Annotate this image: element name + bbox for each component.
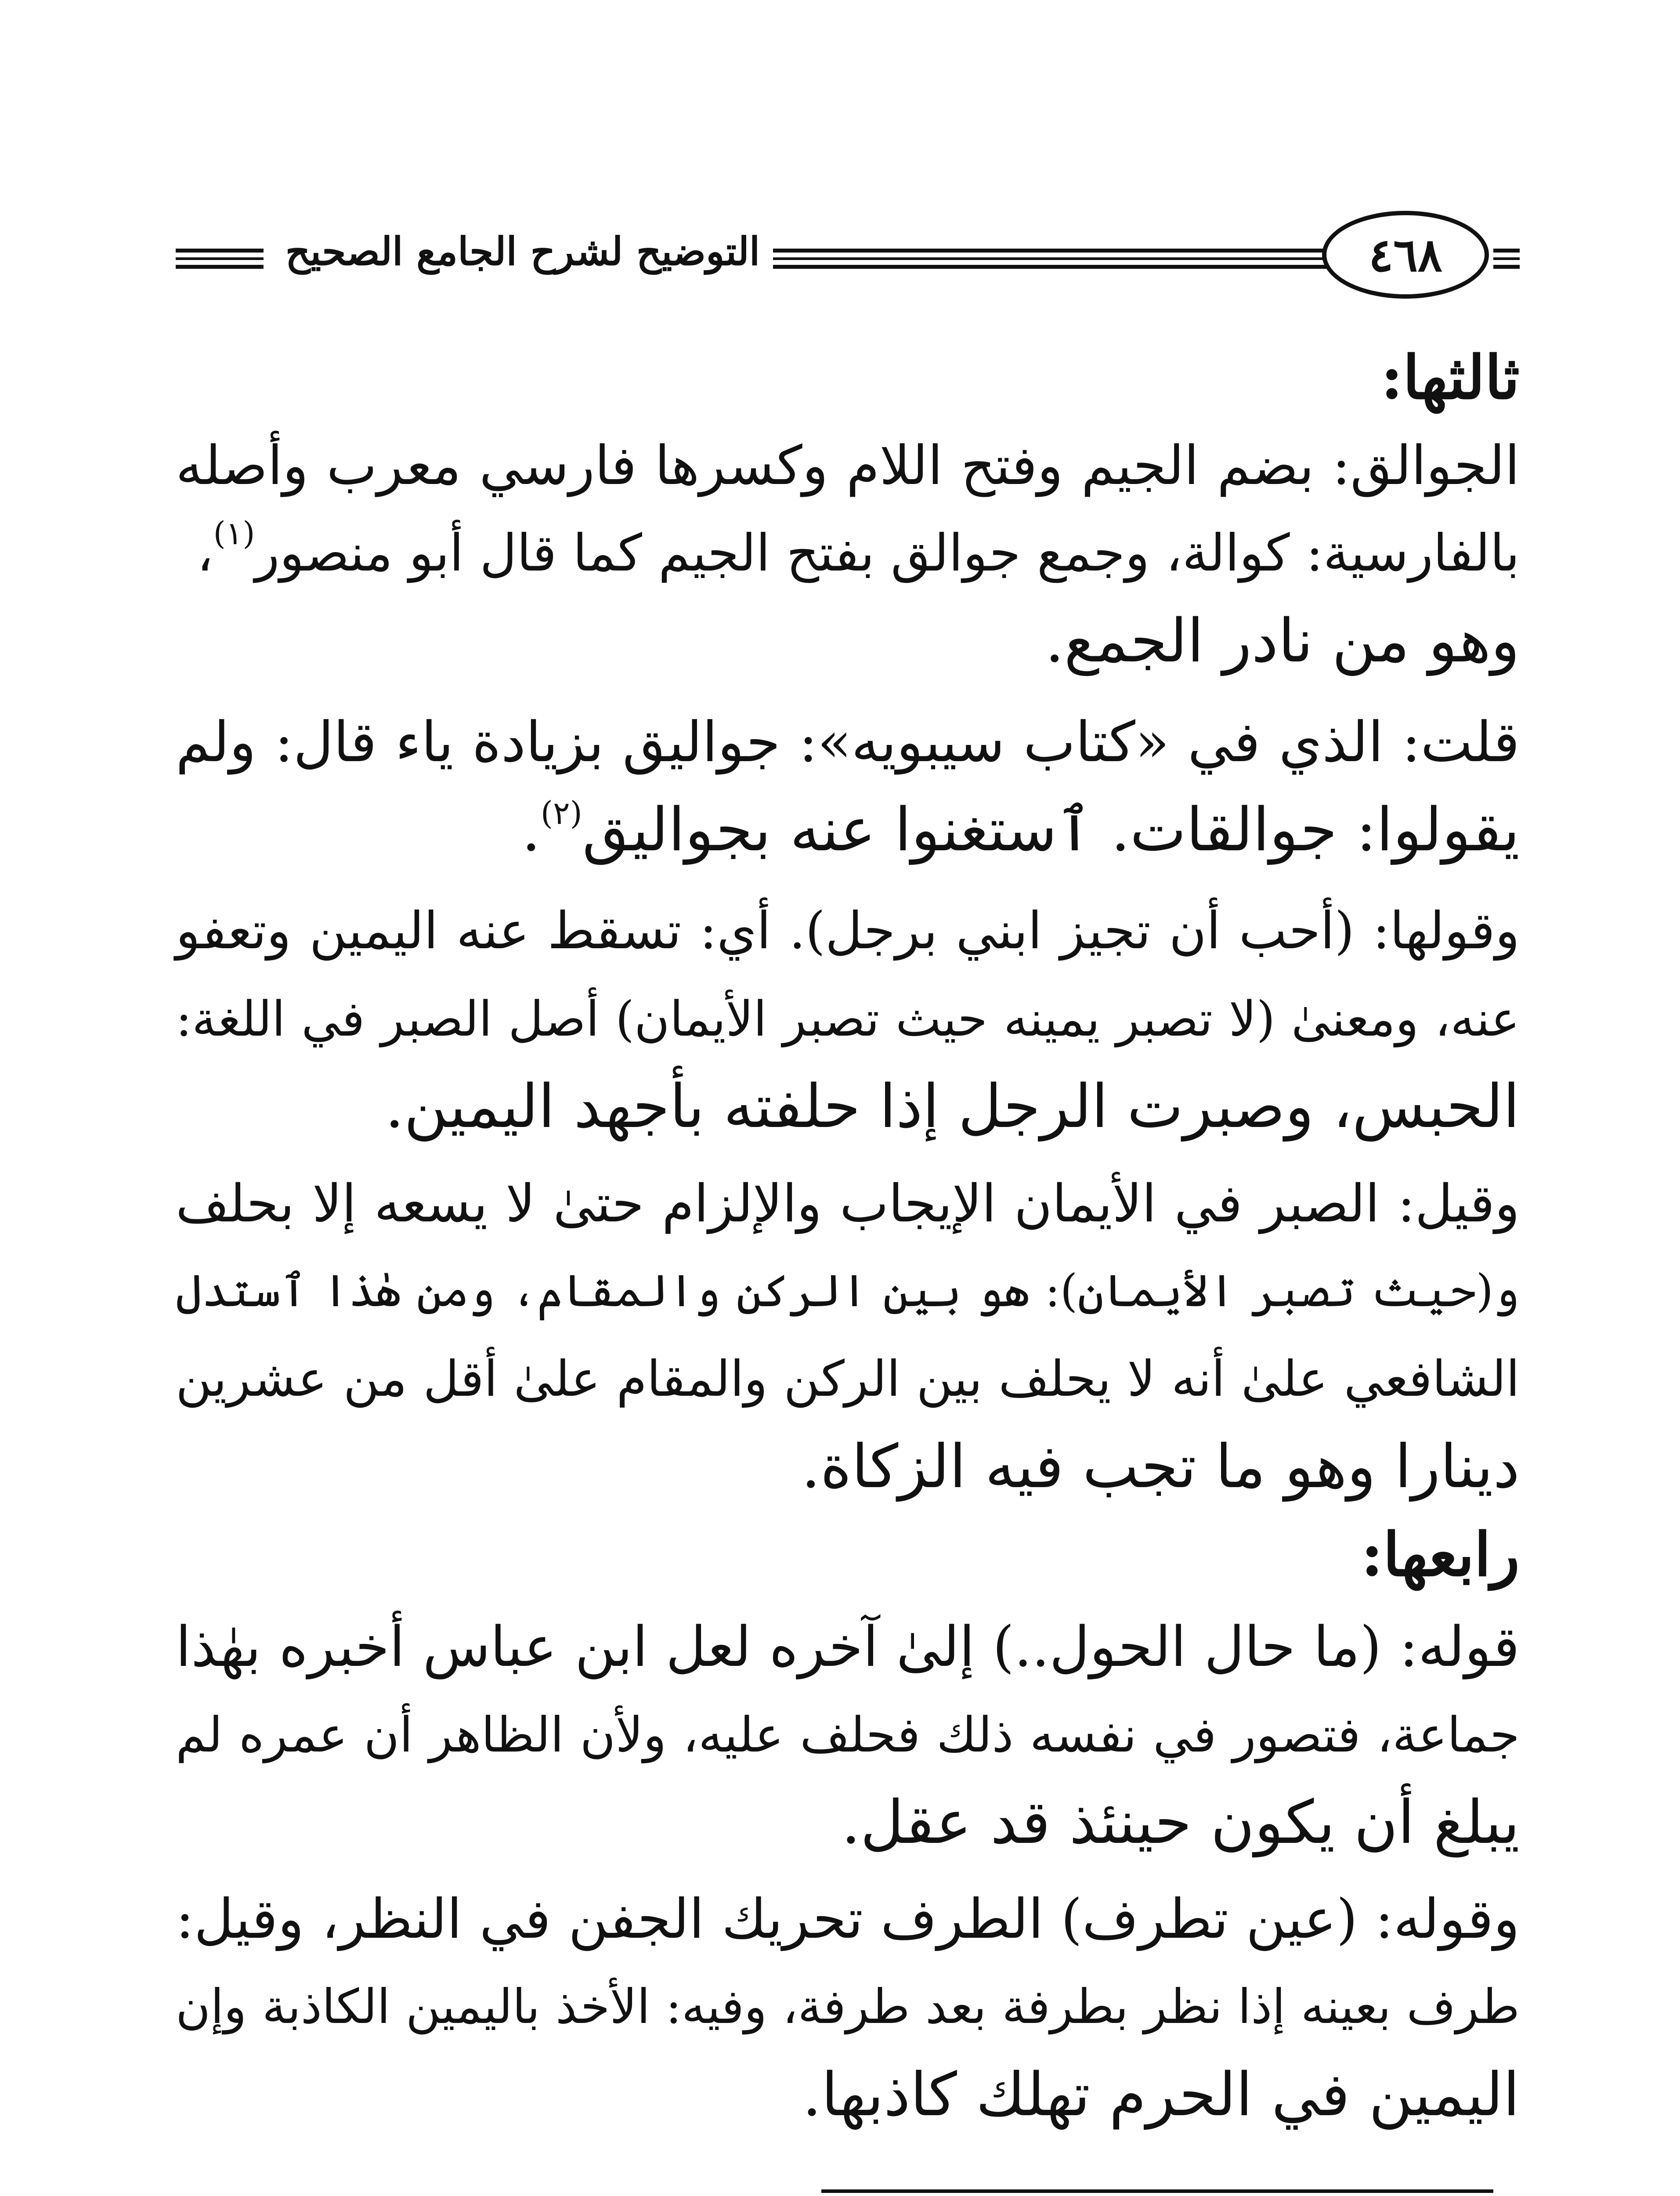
- section-heading-third: ثالثها:: [1380, 343, 1520, 413]
- line-text: ،: [197, 524, 213, 583]
- paragraph-line: اليمين في الحرم تهلك كاذبها.: [802, 2060, 1520, 2130]
- line-text: .: [521, 795, 541, 865]
- paragraph-line: و(حيث تصبر الأيمان): هو بين الركن والمقام، ومن هٰذا ٱستدل: [176, 1265, 1520, 1317]
- paragraph-line: الحبس، وصبرت الرجل إذا حلفته بأجهد اليمين.: [385, 1072, 1520, 1141]
- paragraph-line: قلت: الذي في «كتاب سيبويه»: جواليق بزيادة ياء قال: ولم: [176, 710, 1520, 774]
- paragraph-line: [176, 786, 1520, 874]
- paragraph-line: جماعة، فتصور في نفسه ذلك فحلف عليه، ولأن الظاهر أن عمره لم: [176, 1707, 1520, 1763]
- page-number-badge: [1322, 211, 1489, 299]
- paragraph-line: يبلغ أن يكون حينئذ قد عقل.: [841, 1788, 1520, 1857]
- footnote-separator: [821, 2189, 1493, 2193]
- running-title: التوضيح لشرح الجامع الصحيح: [285, 228, 760, 274]
- paragraph-line: الجوالق: بضم الجيم وفتح اللام وكسرها فارسي معرب وأصله: [176, 434, 1520, 497]
- footnote-ref: (٢): [540, 795, 582, 831]
- section-heading-fourth: رابعها:: [1361, 1520, 1520, 1590]
- paragraph-line: عنه، ومعنىٰ (لا تصبر يمينه حيث تصبر الأيمان) أصل الصبر في اللغة:: [176, 991, 1520, 1047]
- paragraph-line: دينارا وهو ما تجب فيه الزكاة.: [801, 1432, 1520, 1502]
- paragraph-line: قوله: (ما حال الحول..) إلىٰ آخره لعل ابن عباس أخبره بهٰذا: [176, 1614, 1520, 1679]
- paragraph-line: [176, 509, 1520, 597]
- header-rule-left: [176, 249, 264, 270]
- running-header: [176, 211, 1520, 307]
- paragraph-line: طرف بعينه إذا نظر بطرفة بعد طرفة، وفيه: الأخذ باليمين الكاذبة وإن: [176, 1979, 1520, 2034]
- line-text: بالفارسية: كوالة، وجمع جوالق بفتح الجيم كما قال أبو منصور: [255, 524, 1520, 583]
- footnote-ref: (١): [213, 515, 255, 552]
- paragraph-line: وقولها: (أحب أن تجيز ابني برجل). أي: تسقط عنه اليمين وتعفو: [176, 901, 1520, 961]
- paragraph-line: وهو من نادر الجمع.: [1045, 607, 1520, 676]
- paragraph-line: وقوله: (عين تطرف) الطرف تحريك الجفن في النظر، وقيل:: [176, 1888, 1520, 1951]
- line-text: يقولوا: جوالقات. ٱستغنوا عنه بجواليق: [582, 795, 1520, 865]
- paragraph-line: الشافعي علىٰ أنه لا يحلف بين الركن والمقام علىٰ أقل من عشرين: [176, 1351, 1520, 1408]
- page-number: ٤٦٨: [1369, 228, 1442, 282]
- header-rule-right: [1493, 249, 1520, 270]
- paragraph-line: وقيل: الصبر في الأيمان الإيجاب والإلزام حتىٰ لا يسعه إلا بحلف: [176, 1173, 1520, 1234]
